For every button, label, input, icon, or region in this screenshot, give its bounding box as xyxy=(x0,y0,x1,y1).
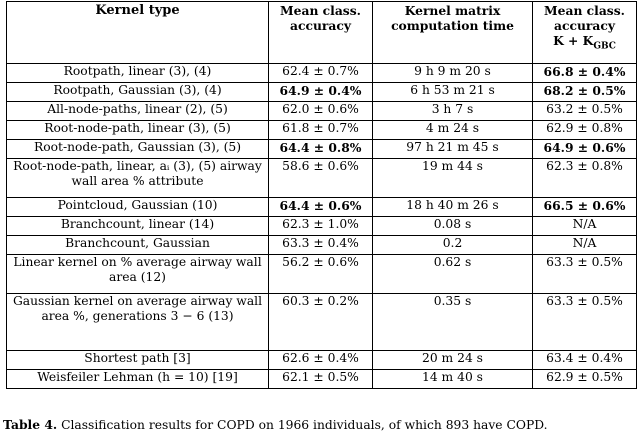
cell-computation-time: 97 h 21 m 45 s xyxy=(373,140,533,159)
cell-kernel-type: Pointcloud, Gaussian (10) xyxy=(7,198,269,217)
cell-computation-time: 4 m 24 s xyxy=(373,121,533,140)
cell-kernel-type: Branchcount, Gaussian xyxy=(7,236,269,255)
table-body xyxy=(7,64,637,389)
caption-text: Classification results for COPD on 1966 individuals, of which 893 have COPD. xyxy=(61,418,548,432)
table-row xyxy=(7,198,637,217)
cell-mean-accuracy: 62.6 ± 0.4% xyxy=(269,351,373,370)
table-header-row xyxy=(7,2,637,64)
table-caption xyxy=(3,417,548,433)
cell-kernel-type: Rootpath, linear (3), (4) xyxy=(7,64,269,83)
table-row xyxy=(7,159,637,198)
cell-kernel-type: Root-node-path, linear (3), (5) xyxy=(7,121,269,140)
cell-mean-accuracy-gbc: N/A xyxy=(533,217,637,236)
table-row xyxy=(7,294,637,351)
header-mean-accuracy-gbc: Mean class. accuracy $K + K_{GBC}$ xyxy=(533,2,637,64)
cell-mean-accuracy: 60.3 ± 0.2% xyxy=(269,294,373,351)
table-row xyxy=(7,217,637,236)
cell-mean-accuracy: 61.8 ± 0.7% xyxy=(269,121,373,140)
cell-mean-accuracy-gbc: 68.2 ± 0.5% xyxy=(533,83,637,102)
table-row xyxy=(7,370,637,389)
caption-label: Table 4. xyxy=(3,417,58,432)
cell-computation-time: 3 h 7 s xyxy=(373,102,533,121)
cell-mean-accuracy-gbc: 63.2 ± 0.5% xyxy=(533,102,637,121)
cell-mean-accuracy: 62.0 ± 0.6% xyxy=(269,102,373,121)
cell-computation-time: 20 m 24 s xyxy=(373,351,533,370)
header-mean-accuracy: Mean class. accuracy xyxy=(269,2,373,64)
cell-kernel-type: Rootpath, Gaussian (3), (4) xyxy=(7,83,269,102)
cell-kernel-type: Gaussian kernel on average airway wall area %, generations 3 − 6 (13) xyxy=(7,294,269,351)
table-row xyxy=(7,236,637,255)
cell-mean-accuracy: 64.4 ± 0.8% xyxy=(269,140,373,159)
cell-kernel-type: Root-node-path, linear, aᵢ (3), (5) airway wall area % attribute xyxy=(7,159,269,198)
table-row xyxy=(7,83,637,102)
cell-kernel-type: Linear kernel on % average airway wall area (12) xyxy=(7,255,269,294)
cell-computation-time: 0.08 s xyxy=(373,217,533,236)
cell-mean-accuracy: 63.3 ± 0.4% xyxy=(269,236,373,255)
table-row xyxy=(7,140,637,159)
cell-computation-time: 0.62 s xyxy=(373,255,533,294)
cell-mean-accuracy: 62.4 ± 0.7% xyxy=(269,64,373,83)
cell-mean-accuracy: 56.2 ± 0.6% xyxy=(269,255,373,294)
cell-mean-accuracy: 64.9 ± 0.4% xyxy=(269,83,373,102)
cell-mean-accuracy-gbc: 63.3 ± 0.5% xyxy=(533,255,637,294)
results-table xyxy=(6,1,637,389)
cell-computation-time: 6 h 53 m 21 s xyxy=(373,83,533,102)
cell-mean-accuracy-gbc: 66.5 ± 0.6% xyxy=(533,198,637,217)
cell-mean-accuracy-gbc: 62.9 ± 0.8% xyxy=(533,121,637,140)
table-row xyxy=(7,351,637,370)
header-computation-time: Kernel matrix computation time xyxy=(373,2,533,64)
cell-mean-accuracy: 64.4 ± 0.6% xyxy=(269,198,373,217)
header-kernel-type: Kernel type xyxy=(7,2,269,64)
cell-mean-accuracy: 62.1 ± 0.5% xyxy=(269,370,373,389)
cell-mean-accuracy-gbc: 62.3 ± 0.8% xyxy=(533,159,637,198)
cell-kernel-type: Weisfeiler Lehman (h = 10) [19] xyxy=(7,370,269,389)
cell-computation-time: 0.35 s xyxy=(373,294,533,351)
cell-mean-accuracy: 58.6 ± 0.6% xyxy=(269,159,373,198)
table-row xyxy=(7,121,637,140)
cell-computation-time: 9 h 9 m 20 s xyxy=(373,64,533,83)
cell-kernel-type: Root-node-path, Gaussian (3), (5) xyxy=(7,140,269,159)
cell-computation-time: 0.2 xyxy=(373,236,533,255)
cell-mean-accuracy-gbc: 62.9 ± 0.5% xyxy=(533,370,637,389)
cell-computation-time: 19 m 44 s xyxy=(373,159,533,198)
cell-mean-accuracy-gbc: 63.4 ± 0.4% xyxy=(533,351,637,370)
cell-kernel-type: Branchcount, linear (14) xyxy=(7,217,269,236)
cell-kernel-type: Shortest path [3] xyxy=(7,351,269,370)
cell-mean-accuracy-gbc: N/A xyxy=(533,236,637,255)
cell-kernel-type: All-node-paths, linear (2), (5) xyxy=(7,102,269,121)
table-row xyxy=(7,64,637,83)
cell-mean-accuracy-gbc: 66.8 ± 0.4% xyxy=(533,64,637,83)
cell-computation-time: 14 m 40 s xyxy=(373,370,533,389)
cell-computation-time: 18 h 40 m 26 s xyxy=(373,198,533,217)
cell-mean-accuracy: 62.3 ± 1.0% xyxy=(269,217,373,236)
cell-mean-accuracy-gbc: 64.9 ± 0.6% xyxy=(533,140,637,159)
cell-mean-accuracy-gbc: 63.3 ± 0.5% xyxy=(533,294,637,351)
table-row xyxy=(7,255,637,294)
table-row xyxy=(7,102,637,121)
